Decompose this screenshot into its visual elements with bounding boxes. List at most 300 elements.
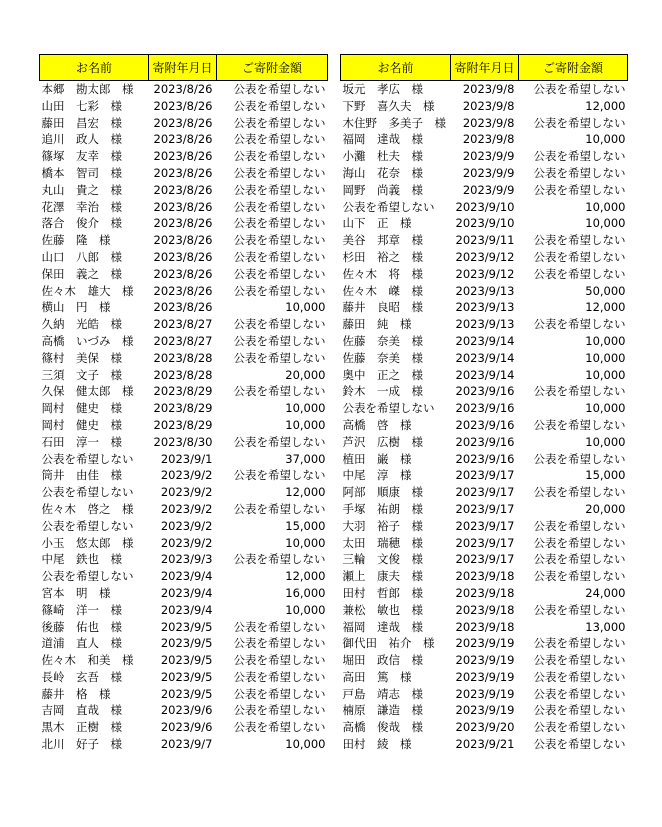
table-row bbox=[341, 518, 628, 535]
donor-name: 佐々木 嵥 様 bbox=[342, 283, 423, 298]
donation-amount: 公表を希望しない bbox=[233, 703, 326, 718]
table-row bbox=[40, 165, 328, 182]
donor-name: 太田 瑞穂 様 bbox=[342, 535, 423, 550]
donation-date: 2023/9/8 bbox=[462, 115, 515, 130]
donation-date: 2023/9/10 bbox=[455, 199, 515, 214]
donor-name: 藤井 良昭 様 bbox=[342, 300, 423, 315]
table-row bbox=[40, 669, 328, 686]
donation-amount: 公表を希望しない bbox=[233, 434, 326, 449]
table-row bbox=[40, 148, 328, 165]
donation-amount: 公表を希望しない bbox=[533, 233, 626, 248]
donor-name: 佐藤 隆 様 bbox=[41, 233, 111, 248]
donation-date: 2023/8/26 bbox=[153, 98, 213, 113]
donor-name: 岡村 健史 様 bbox=[41, 417, 122, 432]
donation-date: 2023/8/30 bbox=[153, 434, 213, 449]
table-row bbox=[341, 165, 628, 182]
donation-date: 2023/9/2 bbox=[160, 518, 213, 533]
donor-name: 公表を希望しない bbox=[41, 569, 134, 584]
donor-name: 保田 義之 様 bbox=[41, 266, 122, 281]
donation-date: 2023/9/5 bbox=[160, 686, 213, 701]
donation-date: 2023/9/13 bbox=[455, 283, 515, 298]
donation-amount: 公表を希望しない bbox=[233, 266, 326, 281]
donation-date: 2023/8/28 bbox=[153, 367, 213, 382]
table-row bbox=[40, 131, 328, 148]
donor-name: 篠塚 友幸 様 bbox=[41, 149, 122, 164]
donor-name: 道浦 直人 様 bbox=[41, 636, 122, 651]
donor-name: 公表を希望しない bbox=[41, 485, 134, 500]
donor-name: 兼松 敏也 様 bbox=[342, 602, 423, 617]
table-row bbox=[341, 182, 628, 199]
donation-date: 2023/9/5 bbox=[160, 653, 213, 668]
donor-name: 杉田 裕之 様 bbox=[342, 249, 423, 264]
donation-amount: 10,000 bbox=[285, 300, 326, 315]
donation-date: 2023/9/13 bbox=[455, 300, 515, 315]
donation-amount: 10,000 bbox=[585, 401, 626, 416]
donation-date: 2023/9/19 bbox=[455, 703, 515, 718]
donor-name: 海山 花奈 様 bbox=[342, 165, 423, 180]
table-row bbox=[341, 551, 628, 568]
donor-name: 公表を希望しない bbox=[342, 199, 435, 214]
header-row bbox=[40, 55, 328, 81]
donation-amount: 公表を希望しない bbox=[233, 115, 326, 130]
table-row bbox=[341, 98, 628, 115]
table-row bbox=[40, 602, 328, 619]
donation-amount: 公表を希望しない bbox=[233, 384, 326, 399]
donor-name: 後藤 佑也 様 bbox=[41, 619, 122, 634]
donation-date: 2023/9/17 bbox=[455, 518, 515, 533]
donation-amount: 公表を希望しない bbox=[233, 132, 326, 147]
donor-name: 美谷 邦章 様 bbox=[342, 233, 423, 248]
donation-amount: 公表を希望しない bbox=[533, 569, 626, 584]
donation-amount: 公表を希望しない bbox=[233, 182, 326, 197]
donor-name: 中尾 淳 様 bbox=[342, 468, 412, 483]
donation-amount: 公表を希望しない bbox=[233, 653, 326, 668]
table-row bbox=[40, 199, 328, 216]
donor-name: 坂元 孝広 様 bbox=[342, 82, 423, 96]
donation-date: 2023/8/26 bbox=[153, 182, 213, 197]
table-row bbox=[40, 736, 328, 753]
header-row bbox=[341, 55, 628, 81]
donation-amount: 公表を希望しない bbox=[233, 669, 326, 684]
donation-amount: 10,000 bbox=[285, 737, 326, 752]
table-row bbox=[341, 568, 628, 585]
donation-amount: 公表を希望しない bbox=[533, 653, 626, 668]
table-row bbox=[341, 451, 628, 468]
donor-name: 鈴木 一成 様 bbox=[342, 384, 423, 399]
donation-amount: 公表を希望しない bbox=[233, 619, 326, 634]
donation-amount: 公表を希望しない bbox=[233, 636, 326, 651]
donor-name: 福岡 達哉 様 bbox=[342, 132, 423, 147]
donor-name: 堀田 政信 様 bbox=[342, 653, 423, 668]
donation-date: 2023/8/29 bbox=[153, 384, 213, 399]
donation-amount: 公表を希望しない bbox=[533, 686, 626, 701]
donation-amount: 10,000 bbox=[585, 367, 626, 382]
table-row bbox=[40, 283, 328, 300]
donor-name: 丸山 貴之 様 bbox=[41, 182, 122, 197]
header-date: 寄附年月日 bbox=[451, 55, 519, 81]
table-row bbox=[40, 501, 328, 518]
donation-date: 2023/9/8 bbox=[462, 98, 515, 113]
donor-name: 岡村 健史 様 bbox=[41, 401, 122, 416]
donor-name: 長岭 玄吾 様 bbox=[41, 669, 122, 684]
table-row bbox=[341, 669, 628, 686]
header-name: お名前 bbox=[40, 55, 149, 81]
table-row bbox=[341, 400, 628, 417]
donation-amount: 公表を希望しない bbox=[233, 98, 326, 113]
table-row bbox=[341, 702, 628, 719]
donation-date: 2023/8/27 bbox=[153, 333, 213, 348]
donation-amount: 公表を希望しない bbox=[233, 199, 326, 214]
donation-amount: 公表を希望しない bbox=[233, 350, 326, 365]
donation-date: 2023/9/12 bbox=[455, 266, 515, 281]
donation-date: 2023/9/6 bbox=[160, 720, 213, 735]
table-row bbox=[341, 199, 628, 216]
donation-date: 2023/9/5 bbox=[160, 669, 213, 684]
donation-date: 2023/9/19 bbox=[455, 686, 515, 701]
table-row bbox=[341, 619, 628, 636]
donation-amount: 24,000 bbox=[585, 585, 626, 600]
donation-amount: 12,000 bbox=[285, 569, 326, 584]
donor-name: 公表を希望しない bbox=[342, 401, 435, 416]
donation-amount: 10,000 bbox=[585, 333, 626, 348]
donor-name: 宮本 明 様 bbox=[41, 585, 111, 600]
donor-name: 岡野 尚義 様 bbox=[342, 182, 423, 197]
table-row bbox=[341, 736, 628, 753]
donation-date: 2023/9/19 bbox=[455, 636, 515, 651]
table-row bbox=[341, 232, 628, 249]
table-row bbox=[341, 501, 628, 518]
donor-name: 福岡 達哉 様 bbox=[342, 619, 423, 634]
table-row bbox=[341, 148, 628, 165]
donation-amount: 15,000 bbox=[585, 468, 626, 483]
table-row bbox=[40, 535, 328, 552]
donation-date: 2023/9/9 bbox=[462, 182, 515, 197]
donor-name: 黒木 正樹 様 bbox=[41, 720, 122, 735]
donor-name: 阿部 順康 様 bbox=[342, 485, 423, 500]
donation-date: 2023/8/26 bbox=[153, 233, 213, 248]
table-row bbox=[341, 417, 628, 434]
table-row bbox=[40, 551, 328, 568]
donation-amount: 10,000 bbox=[285, 417, 326, 432]
table-row bbox=[341, 686, 628, 703]
donation-date: 2023/9/18 bbox=[455, 569, 515, 584]
table-row bbox=[341, 81, 628, 98]
header-date: 寄附年月日 bbox=[149, 55, 217, 81]
donor-name: 藤田 昌宏 様 bbox=[41, 115, 122, 130]
donation-date: 2023/9/2 bbox=[160, 468, 213, 483]
donation-amount: 15,000 bbox=[285, 518, 326, 533]
donation-amount: 公表を希望しない bbox=[533, 82, 626, 96]
donor-name: 本郷 勘太郎 様 bbox=[41, 82, 134, 96]
donor-name: 高橋 俊哉 様 bbox=[342, 720, 423, 735]
donor-name: 藤井 格 様 bbox=[41, 686, 111, 701]
donation-date: 2023/8/26 bbox=[153, 283, 213, 298]
table-row bbox=[40, 635, 328, 652]
header-name: お名前 bbox=[341, 55, 451, 81]
donation-date: 2023/9/14 bbox=[455, 367, 515, 382]
donation-amount: 公表を希望しない bbox=[533, 266, 626, 281]
table-row bbox=[40, 702, 328, 719]
header-amount: ご寄附金額 bbox=[519, 55, 628, 81]
donation-amount: 公表を希望しない bbox=[533, 518, 626, 533]
donation-date: 2023/9/7 bbox=[160, 737, 213, 752]
donation-amount: 公表を希望しない bbox=[533, 115, 626, 130]
table-row bbox=[40, 686, 328, 703]
donation-amount: 公表を希望しない bbox=[233, 552, 326, 567]
donor-name: 佐藤 奈美 様 bbox=[342, 333, 423, 348]
donor-name: 横山 円 様 bbox=[41, 300, 111, 315]
donation-amount: 12,000 bbox=[285, 485, 326, 500]
donor-name: 篠村 美保 様 bbox=[41, 350, 122, 365]
table-row bbox=[40, 81, 328, 98]
donation-date: 2023/9/13 bbox=[455, 317, 515, 332]
table-row bbox=[341, 266, 628, 283]
donation-date: 2023/8/26 bbox=[153, 82, 213, 96]
donation-date: 2023/9/16 bbox=[455, 417, 515, 432]
table-row bbox=[341, 249, 628, 266]
donation-amount: 公表を希望しない bbox=[233, 317, 326, 332]
table-row bbox=[40, 652, 328, 669]
donation-date: 2023/9/17 bbox=[455, 468, 515, 483]
donation-date: 2023/9/16 bbox=[455, 384, 515, 399]
donor-name: 木住野 多美子 様 bbox=[342, 115, 446, 130]
donor-name: 手塚 祐朗 様 bbox=[342, 501, 423, 516]
donor-name: 高橋 啓 様 bbox=[342, 417, 412, 432]
donation-date: 2023/8/26 bbox=[153, 199, 213, 214]
donor-name: 芦沢 広樹 様 bbox=[342, 434, 423, 449]
table-row bbox=[40, 619, 328, 636]
table-row bbox=[341, 215, 628, 232]
table-row bbox=[341, 535, 628, 552]
donation-date: 2023/8/26 bbox=[153, 132, 213, 147]
donation-date: 2023/9/9 bbox=[462, 149, 515, 164]
donation-amount: 12,000 bbox=[585, 300, 626, 315]
donation-amount: 公表を希望しない bbox=[533, 165, 626, 180]
donation-amount: 公表を希望しない bbox=[233, 233, 326, 248]
donation-date: 2023/9/4 bbox=[160, 585, 213, 600]
donor-name: 三輪 文俊 様 bbox=[342, 552, 423, 567]
donor-name: 山口 八郎 様 bbox=[41, 249, 122, 264]
donor-name: 小灘 杜夫 様 bbox=[342, 149, 423, 164]
donation-date: 2023/9/17 bbox=[455, 501, 515, 516]
donation-date: 2023/9/6 bbox=[160, 703, 213, 718]
donor-name: 三須 文子 様 bbox=[41, 367, 122, 382]
donation-date: 2023/9/17 bbox=[455, 485, 515, 500]
donor-name: 楠原 謙造 様 bbox=[342, 703, 423, 718]
donor-name: 瀬上 康夫 様 bbox=[342, 569, 423, 584]
donation-amount: 10,000 bbox=[585, 132, 626, 147]
table-row bbox=[341, 652, 628, 669]
donation-amount: 10,000 bbox=[285, 401, 326, 416]
donation-amount: 16,000 bbox=[285, 585, 326, 600]
donation-amount: 10,000 bbox=[285, 602, 326, 617]
donation-amount: 公表を希望しない bbox=[533, 720, 626, 735]
donation-date: 2023/9/14 bbox=[455, 350, 515, 365]
donor-name: 篠崎 洋一 様 bbox=[41, 602, 122, 617]
donation-date: 2023/8/26 bbox=[153, 249, 213, 264]
donation-amount: 公表を希望しない bbox=[533, 602, 626, 617]
donation-amount: 公表を希望しない bbox=[533, 669, 626, 684]
donation-date: 2023/9/4 bbox=[160, 602, 213, 617]
donation-amount: 公表を希望しない bbox=[533, 149, 626, 164]
donation-amount: 13,000 bbox=[585, 619, 626, 634]
donation-amount: 10,000 bbox=[585, 216, 626, 231]
table-row bbox=[40, 249, 328, 266]
donor-name: 田村 哲郎 様 bbox=[342, 585, 423, 600]
table-row bbox=[341, 367, 628, 384]
donation-amount: 公表を希望しない bbox=[533, 249, 626, 264]
table-row bbox=[341, 602, 628, 619]
donation-date: 2023/9/18 bbox=[455, 602, 515, 617]
table-row bbox=[341, 484, 628, 501]
donation-amount: 公表を希望しない bbox=[533, 451, 626, 466]
table-row bbox=[341, 635, 628, 652]
table-row bbox=[341, 467, 628, 484]
donation-date: 2023/9/5 bbox=[160, 619, 213, 634]
donation-date: 2023/8/27 bbox=[153, 317, 213, 332]
table-row bbox=[341, 719, 628, 736]
donor-name: 佐々木 雄大 様 bbox=[41, 283, 134, 298]
donation-amount: 公表を希望しない bbox=[533, 636, 626, 651]
donor-name: 久保 健太郎 様 bbox=[41, 384, 134, 399]
donation-date: 2023/8/26 bbox=[153, 115, 213, 130]
donation-date: 2023/8/26 bbox=[153, 149, 213, 164]
donation-amount: 公表を希望しない bbox=[233, 468, 326, 483]
table-row bbox=[341, 434, 628, 451]
table-row bbox=[40, 232, 328, 249]
header-amount: ご寄附金額 bbox=[217, 55, 328, 81]
donation-table-left bbox=[39, 54, 328, 753]
table-row bbox=[40, 585, 328, 602]
donation-date: 2023/8/26 bbox=[153, 216, 213, 231]
donation-date: 2023/9/8 bbox=[462, 82, 515, 96]
donor-name: 佐々木 啓之 様 bbox=[41, 501, 134, 516]
donor-name: 奥中 正之 様 bbox=[342, 367, 423, 382]
donation-date: 2023/8/29 bbox=[153, 401, 213, 416]
donor-name: 石田 淳一 様 bbox=[41, 434, 122, 449]
table-row bbox=[40, 484, 328, 501]
donation-date: 2023/9/3 bbox=[160, 552, 213, 567]
donation-amount: 公表を希望しない bbox=[233, 165, 326, 180]
table-row bbox=[40, 451, 328, 468]
donation-date: 2023/9/17 bbox=[455, 535, 515, 550]
table-row bbox=[341, 585, 628, 602]
donation-amount: 公表を希望しない bbox=[233, 501, 326, 516]
donation-amount: 公表を希望しない bbox=[233, 686, 326, 701]
table-row bbox=[341, 283, 628, 300]
table-row bbox=[40, 115, 328, 132]
donation-date: 2023/8/26 bbox=[153, 165, 213, 180]
donor-name: 下野 喜久夫 様 bbox=[342, 98, 435, 113]
donor-name: 佐々木 和美 様 bbox=[41, 653, 134, 668]
donor-name: 公表を希望しない bbox=[41, 451, 134, 466]
donation-amount: 20,000 bbox=[285, 367, 326, 382]
donation-amount: 10,000 bbox=[585, 350, 626, 365]
donation-date: 2023/8/28 bbox=[153, 350, 213, 365]
table-row bbox=[40, 367, 328, 384]
donor-name: 大羽 裕子 様 bbox=[342, 518, 423, 533]
donation-amount: 公表を希望しない bbox=[533, 182, 626, 197]
table-row bbox=[40, 182, 328, 199]
donation-amount: 公表を希望しない bbox=[233, 283, 326, 298]
table-row bbox=[40, 333, 328, 350]
donation-date: 2023/9/5 bbox=[160, 636, 213, 651]
donation-amount: 公表を希望しない bbox=[233, 333, 326, 348]
table-row bbox=[40, 266, 328, 283]
donation-amount: 公表を希望しない bbox=[233, 82, 326, 96]
table-row bbox=[40, 299, 328, 316]
donation-date: 2023/9/12 bbox=[455, 249, 515, 264]
donor-name: 落合 俊介 様 bbox=[41, 216, 122, 231]
donation-amount: 10,000 bbox=[285, 535, 326, 550]
table-row bbox=[40, 98, 328, 115]
donation-date: 2023/9/18 bbox=[455, 585, 515, 600]
donor-name: 高田 篤 様 bbox=[342, 669, 412, 684]
donor-name: 北川 好子 様 bbox=[41, 737, 122, 752]
donation-amount: 公表を希望しない bbox=[533, 535, 626, 550]
donation-date: 2023/9/2 bbox=[160, 501, 213, 516]
donation-amount: 公表を希望しない bbox=[533, 737, 626, 752]
table-row bbox=[341, 115, 628, 132]
donor-name: 吉岡 直哉 様 bbox=[41, 703, 122, 718]
donor-name: 田村 綾 様 bbox=[342, 737, 412, 752]
table-row bbox=[341, 350, 628, 367]
donation-amount: 公表を希望しない bbox=[533, 317, 626, 332]
donation-date: 2023/9/21 bbox=[455, 737, 515, 752]
table-row bbox=[40, 400, 328, 417]
donor-name: 佐々木 将 様 bbox=[342, 266, 423, 281]
donation-date: 2023/9/14 bbox=[455, 333, 515, 348]
table-row bbox=[40, 467, 328, 484]
donation-amount: 公表を希望しない bbox=[233, 720, 326, 735]
donation-amount: 37,000 bbox=[285, 451, 326, 466]
donation-date: 2023/9/19 bbox=[455, 653, 515, 668]
donor-name: 御代田 祐介 様 bbox=[342, 636, 435, 651]
donation-date: 2023/8/29 bbox=[153, 417, 213, 432]
donor-name: 公表を希望しない bbox=[41, 518, 134, 533]
table-row bbox=[40, 518, 328, 535]
donor-name: 高橋 いづみ 様 bbox=[41, 333, 134, 348]
donation-amount: 20,000 bbox=[585, 501, 626, 516]
donation-amount: 12,000 bbox=[585, 98, 626, 113]
table-row bbox=[40, 383, 328, 400]
donation-date: 2023/9/16 bbox=[455, 451, 515, 466]
table-row bbox=[40, 434, 328, 451]
table-row bbox=[40, 417, 328, 434]
donation-amount: 公表を希望しない bbox=[533, 384, 626, 399]
donation-amount: 公表を希望しない bbox=[533, 703, 626, 718]
donation-amount: 公表を希望しない bbox=[533, 417, 626, 432]
donation-amount: 公表を希望しない bbox=[533, 552, 626, 567]
donation-date: 2023/9/16 bbox=[455, 434, 515, 449]
donation-date: 2023/9/4 bbox=[160, 569, 213, 584]
donor-name: 戸島 靖志 様 bbox=[342, 686, 423, 701]
table-row bbox=[40, 719, 328, 736]
donation-date: 2023/9/18 bbox=[455, 619, 515, 634]
table-row bbox=[341, 131, 628, 148]
donation-date: 2023/9/17 bbox=[455, 552, 515, 567]
donor-name: 山田 七彩 様 bbox=[41, 98, 122, 113]
donation-date: 2023/9/10 bbox=[455, 216, 515, 231]
donor-name: 植田 巌 様 bbox=[342, 451, 412, 466]
donation-date: 2023/8/26 bbox=[153, 266, 213, 281]
donor-name: 筒井 由佳 様 bbox=[41, 468, 122, 483]
donation-date: 2023/9/19 bbox=[455, 669, 515, 684]
donor-name: 佐藤 奈美 様 bbox=[342, 350, 423, 365]
donation-amount: 10,000 bbox=[585, 434, 626, 449]
donor-name: 中尾 鉄也 様 bbox=[41, 552, 122, 567]
donation-date: 2023/9/20 bbox=[455, 720, 515, 735]
